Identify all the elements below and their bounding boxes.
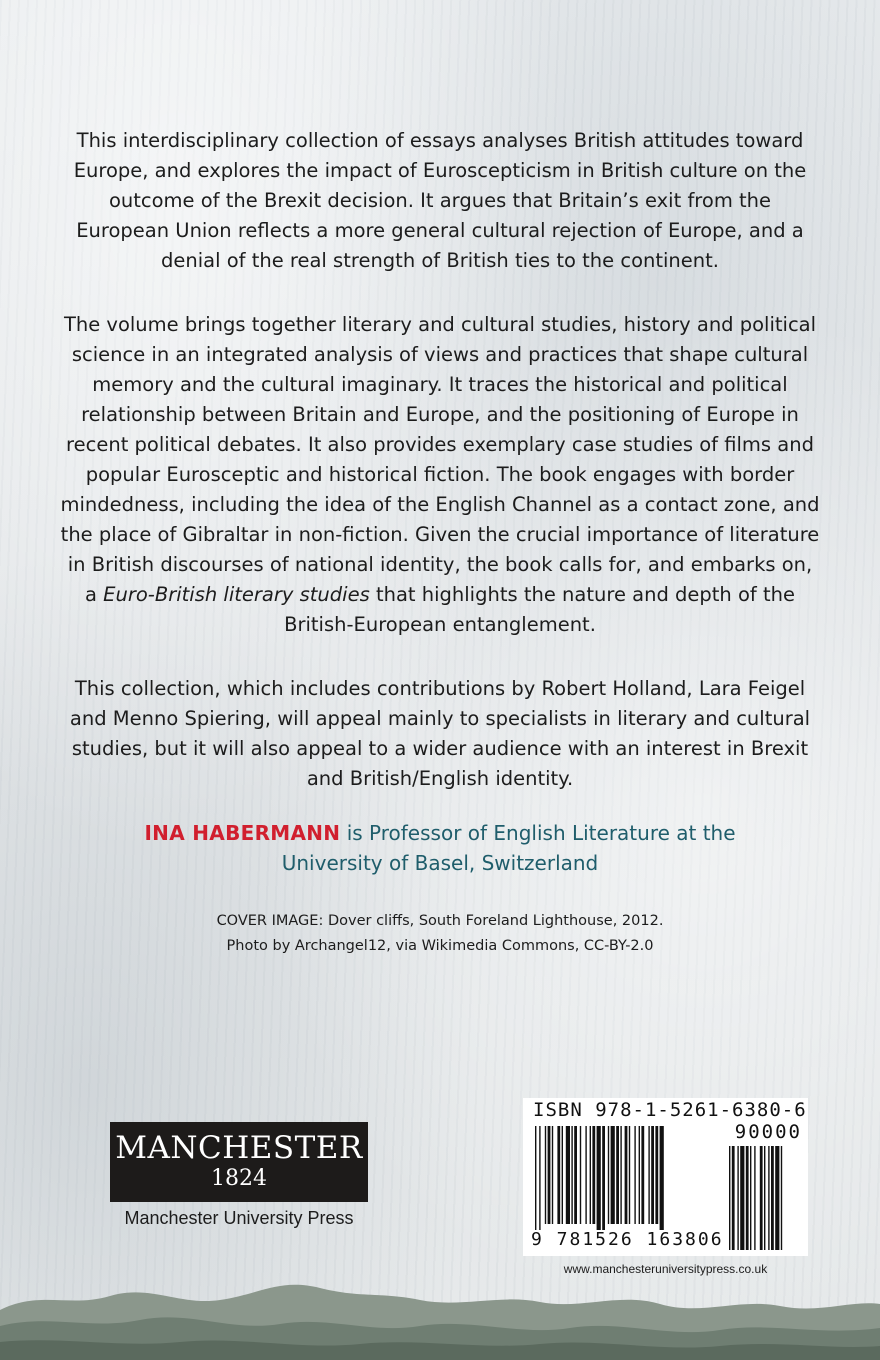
blurb-paragraph-2-text-b: that highlights the nature and depth of the British-European entanglement. bbox=[284, 583, 795, 636]
publisher-logo-year: 1824 bbox=[211, 1166, 267, 1191]
addon-bar bbox=[740, 1146, 744, 1250]
barcode-bar bbox=[574, 1126, 577, 1224]
barcode-bar bbox=[585, 1126, 586, 1224]
barcode-bar bbox=[629, 1126, 630, 1224]
barcode-bar bbox=[552, 1126, 553, 1224]
barcode-bar bbox=[651, 1126, 654, 1224]
blurb-paragraph-2 bbox=[60, 310, 820, 640]
barcode-bar bbox=[620, 1126, 621, 1224]
barcode-bar bbox=[611, 1126, 615, 1224]
addon-bar bbox=[732, 1146, 735, 1250]
addon-bar bbox=[754, 1146, 755, 1250]
credit-line-2: Photo by Archangel12, via Wikimedia Commons, CC-BY-2.0 bbox=[226, 938, 654, 954]
addon-bar bbox=[729, 1146, 730, 1250]
barcode-bar bbox=[634, 1126, 635, 1224]
publisher-logo-word: MANCHESTER bbox=[115, 1130, 363, 1166]
barcode-bar bbox=[592, 1126, 595, 1224]
barcode-bar bbox=[590, 1126, 591, 1224]
blurb-italic-phrase: Euro-British literary studies bbox=[103, 583, 370, 606]
addon-bar bbox=[775, 1146, 779, 1250]
barcode-bar bbox=[641, 1126, 644, 1224]
addon-bar bbox=[781, 1146, 782, 1250]
barcode-bar bbox=[648, 1126, 649, 1224]
barcode-bar bbox=[580, 1126, 581, 1224]
isbn-label: ISBN 978-1-5261-6380-6 bbox=[533, 1099, 807, 1121]
barcode-bar bbox=[566, 1126, 570, 1224]
barcode-digits: 9 781526 163806 bbox=[531, 1229, 724, 1250]
barcode-bar bbox=[597, 1126, 601, 1230]
blurb-paragraph-1: This interdisciplinary collection of essays analyses British attitudes toward Europe, and explores the impact of Euroscepticism in British culture on the outcome of the Brexit decision. It argues that Britain’s exit from the European Union reflects a more general cultural rejection of Europe, and a denial of the real strength of British ties to the continent. bbox=[73, 129, 807, 272]
barcode-bar bbox=[535, 1126, 536, 1230]
barcode-bar bbox=[545, 1126, 546, 1224]
barcode-bar bbox=[562, 1126, 563, 1224]
author-bio-line-2: University of Basel, Switzerland bbox=[281, 851, 599, 875]
barcode-addon: 90000 bbox=[734, 1121, 802, 1143]
barcode-bar bbox=[655, 1126, 658, 1224]
barcode-bar bbox=[557, 1126, 560, 1224]
author-name: INA HABERMANN bbox=[144, 821, 341, 845]
addon-bar bbox=[768, 1146, 769, 1250]
addon-bar bbox=[737, 1146, 738, 1250]
barcode-bar bbox=[616, 1126, 619, 1224]
addon-bar bbox=[760, 1146, 763, 1250]
cover-image-credit bbox=[120, 909, 760, 959]
isbn-barcode bbox=[523, 1098, 808, 1256]
addon-bar bbox=[750, 1146, 751, 1250]
addon-bar bbox=[771, 1146, 774, 1250]
publisher-website: www.manchesteruniversitypress.co.uk bbox=[563, 1262, 768, 1276]
blurb-paragraph-3: This collection, which includes contributions by Robert Holland, Lara Feigel and Menno Spiering, will appeal mainly to specialists in literary and cultural studies, but it will also appeal to a wider audience with an interest in Brexit and British/English identity. bbox=[69, 677, 811, 790]
addon-bar bbox=[764, 1146, 765, 1250]
barcode-bar bbox=[539, 1126, 540, 1230]
barcode-bar bbox=[625, 1126, 628, 1224]
credit-line-1: COVER IMAGE: Dover cliffs, South Foreland Lighthouse, 2012. bbox=[216, 913, 664, 929]
barcode-bar bbox=[571, 1126, 572, 1224]
barcode-bar bbox=[608, 1126, 609, 1224]
publisher-logo bbox=[110, 1122, 368, 1202]
author-bio bbox=[60, 818, 820, 878]
barcode-bar bbox=[602, 1126, 605, 1230]
addon-bar bbox=[746, 1146, 749, 1250]
barcode-bar bbox=[639, 1126, 640, 1224]
barcode-bar bbox=[660, 1126, 664, 1230]
publisher-name: Manchester University Press bbox=[124, 1208, 354, 1228]
author-bio-line-1: is Professor of English Literature at the bbox=[346, 821, 736, 845]
barcode-bar bbox=[548, 1126, 551, 1224]
blurb-paragraph-2-text-a: The volume brings together literary and cultural studies, history and political science in an integrated analysis of views and practices that shape cultural memory and the cultural imaginary. It traces the historical and political relationship between Britain and Europe, and the positioning of Europe in recent political debates. It also provides exemplary case studies of films and popular Eurosceptic and historical fiction. The book engages with border mindedness, including the idea of the English Channel as a contact zone, and the place of Gibraltar in non-fiction. Given the crucial importance of literature in British discourses of national identity, the book calls for, and embarks on, a bbox=[60, 313, 820, 606]
cliff-base-image bbox=[0, 1270, 880, 1360]
